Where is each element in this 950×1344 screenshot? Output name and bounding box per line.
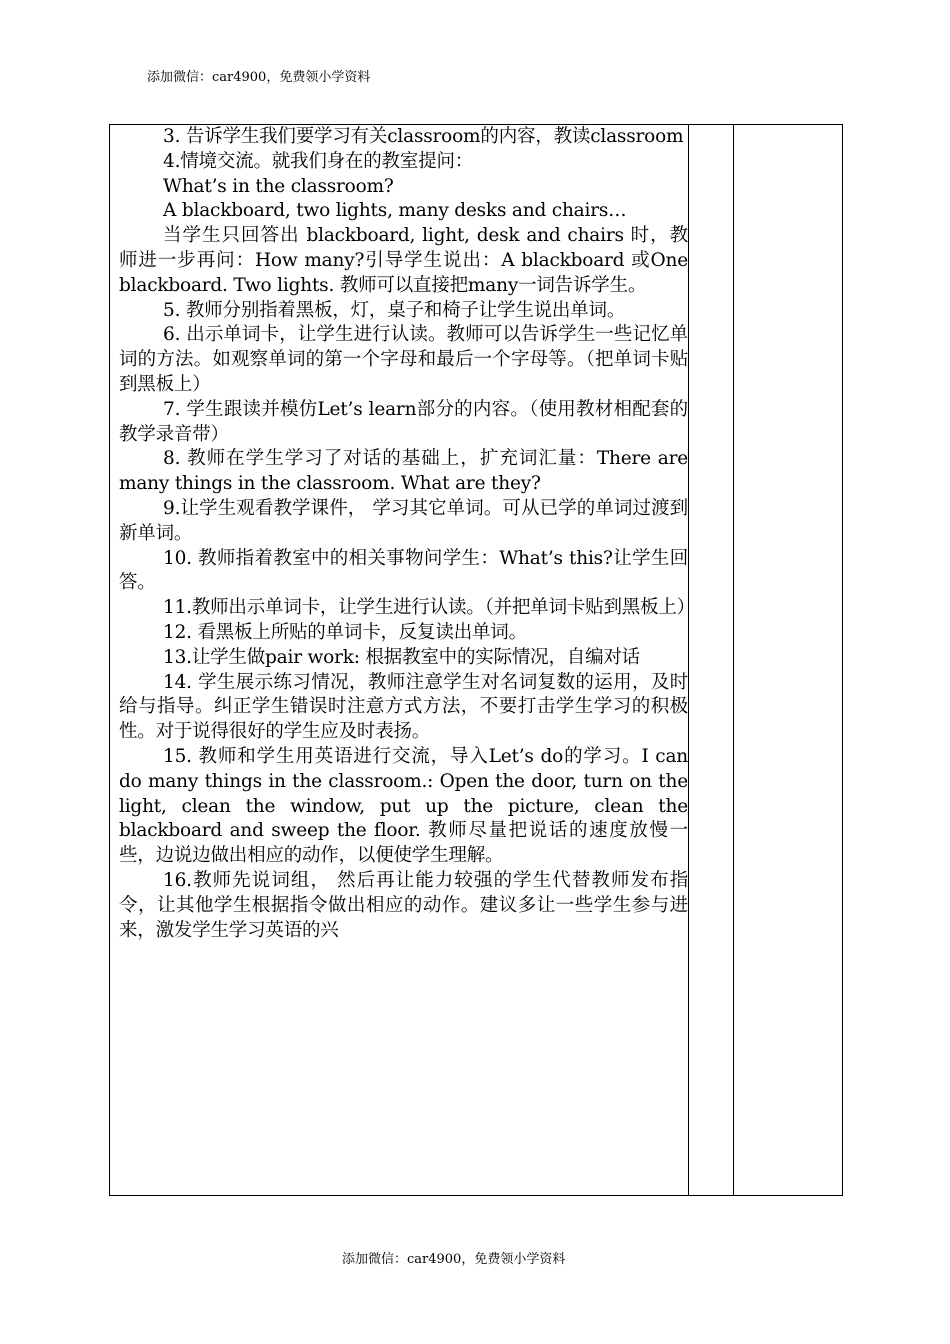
- paragraph: 4.情境交流。就我们身在的教室提问：: [163, 150, 474, 172]
- paragraph: What’s in the classroom?: [163, 175, 394, 197]
- procedure-text: [110, 125, 695, 943]
- paragraph: 当学生只回答出 blackboard, light, desk and chairs 时，教师进一步再问：How many?引导学生说出：A blackboard 或One blackboard. Two lights. 教师可以直接把many一词告诉学生。: [119, 225, 688, 296]
- paragraph: 3. 告诉学生我们要学习有关classroom的内容，教读classroom: [163, 126, 684, 147]
- paragraph: 7. 学生跟读并模仿Let’s learn部分的内容。（使用教材相配套的教学录音带）: [119, 398, 688, 445]
- paragraph: 14. 学生展示练习情况，教师注意学生对名词复数的运用，及时给与指导。纠正学生错误时注意方式方法，不要打击学生学习的积极性。对于说得很好的学生应及时表扬。: [119, 671, 688, 743]
- page-footer: 添加微信：car4900，免费领小学资料: [342, 1252, 566, 1267]
- paragraph: 12. 看黑板上所贴的单词卡，反复读出单词。: [163, 621, 527, 643]
- paragraph: 5. 教师分别指着黑板，灯，桌子和椅子让学生说出单词。: [163, 299, 626, 321]
- paragraph: 11.教师出示单词卡，让学生进行认读。（并把单词卡贴到黑板上）: [163, 597, 695, 619]
- paragraph: A blackboard, two lights, many desks and chairs…: [163, 200, 627, 222]
- empty-cell: [734, 125, 843, 1196]
- paragraph: 9.让学生观看教学课件， 学习其它单词。可从已学的单词过渡到新单词。: [119, 497, 688, 544]
- paragraph: 10. 教师指着教室中的相关事物问学生：What’s this?让学生回答。: [119, 547, 688, 594]
- paragraph: 15. 教师和学生用英语进行交流，导入Let’s do的学习。I can do many things in the classroom.: Open the door, turn on the light, clean the window, put up the picture, clean the blackboard and sweep the floor. 教师尽量把说话的速度放慢一些，边说边做出相应的动作，以便使学生理解。: [119, 745, 688, 867]
- empty-cell: [689, 125, 734, 1196]
- table-row: [110, 125, 843, 1196]
- procedure-cell: [110, 125, 695, 1196]
- paragraph: 6. 出示单词卡，让学生进行认读。教师可以告诉学生一些记忆单词的方法。如观察单词的第一个字母和最后一个字母等。（把单词卡贴到黑板上）: [119, 324, 688, 395]
- page-header: 添加微信：car4900，免费领小学资料: [147, 70, 371, 85]
- paragraph: 16.教师先说词组， 然后再让能力较强的学生代替教师发布指令，让其他学生根据指令做出相应的动作。建议多让一些学生参与进来，激发学生学习英语的兴: [119, 869, 688, 941]
- paragraph: 8. 教师在学生学习了对话的基础上，扩充词汇量：There are many things in the classroom. What are they?: [119, 448, 688, 495]
- paragraph: 13.让学生做pair work: 根据教室中的实际情况，自编对话: [163, 646, 640, 668]
- lesson-plan-table: [109, 124, 843, 1196]
